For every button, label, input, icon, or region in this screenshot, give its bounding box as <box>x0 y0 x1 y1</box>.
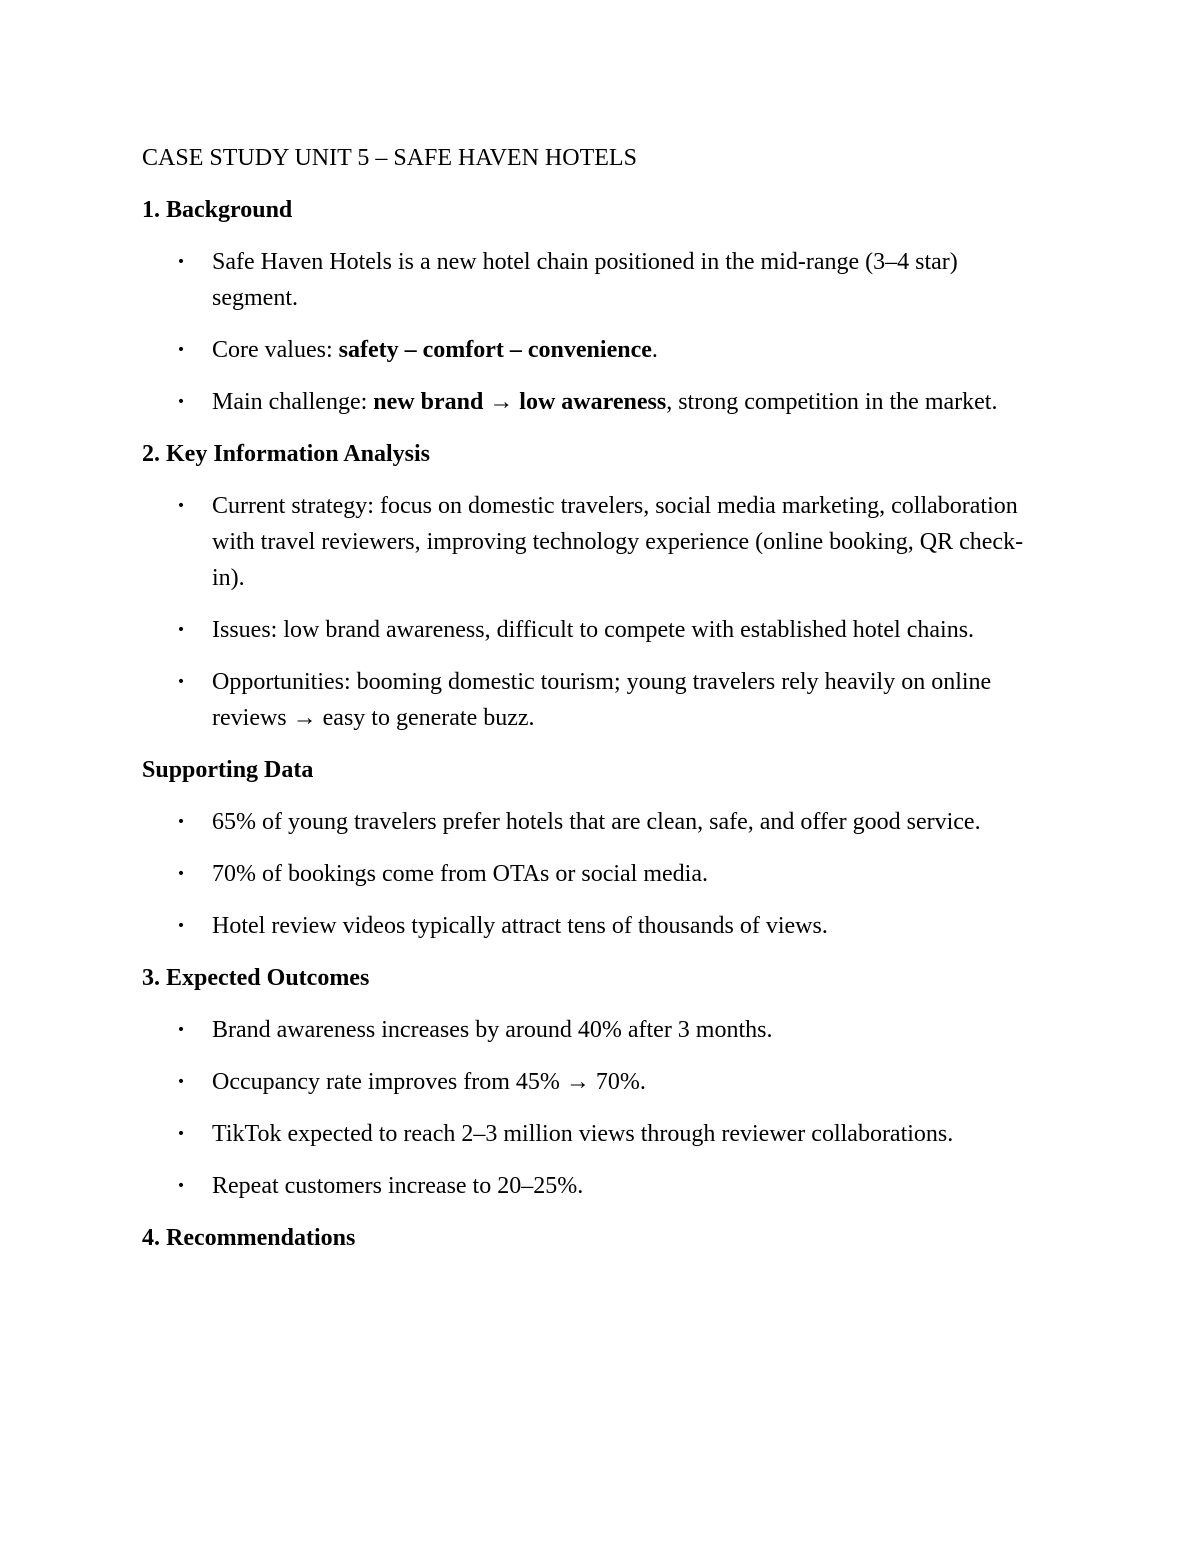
bullet-icon: • <box>176 918 186 934</box>
list-item <box>142 856 1042 892</box>
list-item <box>142 612 1042 648</box>
section-heading-supporting-data: Supporting Data <box>142 757 314 783</box>
list-item-text-prefix: Main challenge: <box>212 389 374 415</box>
list-item <box>142 488 1042 596</box>
list-item-text: Current strategy: focus on domestic travelers, social media marketing, collaboration with travel reviewers, improving technology experience (online booking, QR check-in). <box>212 493 1024 591</box>
bullet-icon: • <box>176 342 186 358</box>
list-item-text: Hotel review videos typically attract tens of thousands of views. <box>212 913 828 939</box>
document-title: CASE STUDY UNIT 5 – SAFE HAVEN HOTELS <box>142 145 637 171</box>
section-heading-expected-outcomes: 3. Expected Outcomes <box>142 965 370 991</box>
list-item <box>142 244 1042 316</box>
bullet-icon: • <box>176 866 186 882</box>
list-item-text-bold: new brand → low awareness <box>373 389 667 415</box>
bullet-icon: • <box>176 498 186 514</box>
list-item-text: 70% of bookings come from OTAs or social media. <box>212 861 708 887</box>
list-item-text: Occupancy rate improves from 45% → 70%. <box>212 1069 646 1095</box>
bullet-icon: • <box>176 1178 186 1194</box>
expected-outcomes-list <box>142 1012 1042 1204</box>
section-heading-background: 1. Background <box>142 197 293 223</box>
background-list <box>142 244 1042 420</box>
bullet-icon: • <box>176 622 186 638</box>
list-item <box>142 1012 1042 1048</box>
list-item-text-prefix: Core values: <box>212 337 339 363</box>
list-item-text: Brand awareness increases by around 40% after 3 months. <box>212 1017 773 1043</box>
bullet-icon: • <box>176 674 186 690</box>
list-item-text-bold: safety – comfort – convenience <box>338 337 652 363</box>
list-item-text: TikTok expected to reach 2–3 million views through reviewer collaborations. <box>212 1121 954 1147</box>
section-heading-recommendations: 4. Recommendations <box>142 1225 356 1251</box>
list-item <box>142 1116 1042 1152</box>
analysis-list <box>142 488 1042 736</box>
bullet-icon: • <box>176 1126 186 1142</box>
list-item <box>142 1064 1042 1100</box>
section-heading-analysis: 2. Key Information Analysis <box>142 441 431 467</box>
list-item-text: Issues: low brand awareness, difficult to compete with established hotel chains. <box>212 617 975 643</box>
list-item <box>142 804 1042 840</box>
bullet-icon: • <box>176 254 186 270</box>
list-item-text-suffix: , strong competition in the market. <box>666 389 998 415</box>
list-item <box>142 1168 1042 1204</box>
list-item <box>142 664 1042 736</box>
list-item-text: 65% of young travelers prefer hotels that are clean, safe, and offer good service. <box>212 809 981 835</box>
bullet-icon: • <box>176 1022 186 1038</box>
bullet-icon: • <box>176 394 186 410</box>
list-item <box>142 384 1042 420</box>
document-body <box>142 140 1042 1272</box>
list-item <box>142 908 1042 944</box>
bullet-icon: • <box>176 1074 186 1090</box>
list-item-text: Safe Haven Hotels is a new hotel chain positioned in the mid-range (3–4 star) segment. <box>212 249 958 311</box>
supporting-data-list <box>142 804 1042 944</box>
list-item-text-suffix: . <box>651 337 658 363</box>
bullet-icon: • <box>176 814 186 830</box>
list-item-text: Opportunities: booming domestic tourism; young travelers rely heavily on online reviews → easy to generate buzz. <box>212 669 992 731</box>
list-item <box>142 332 1042 368</box>
list-item-text: Repeat customers increase to 20–25%. <box>212 1173 584 1199</box>
